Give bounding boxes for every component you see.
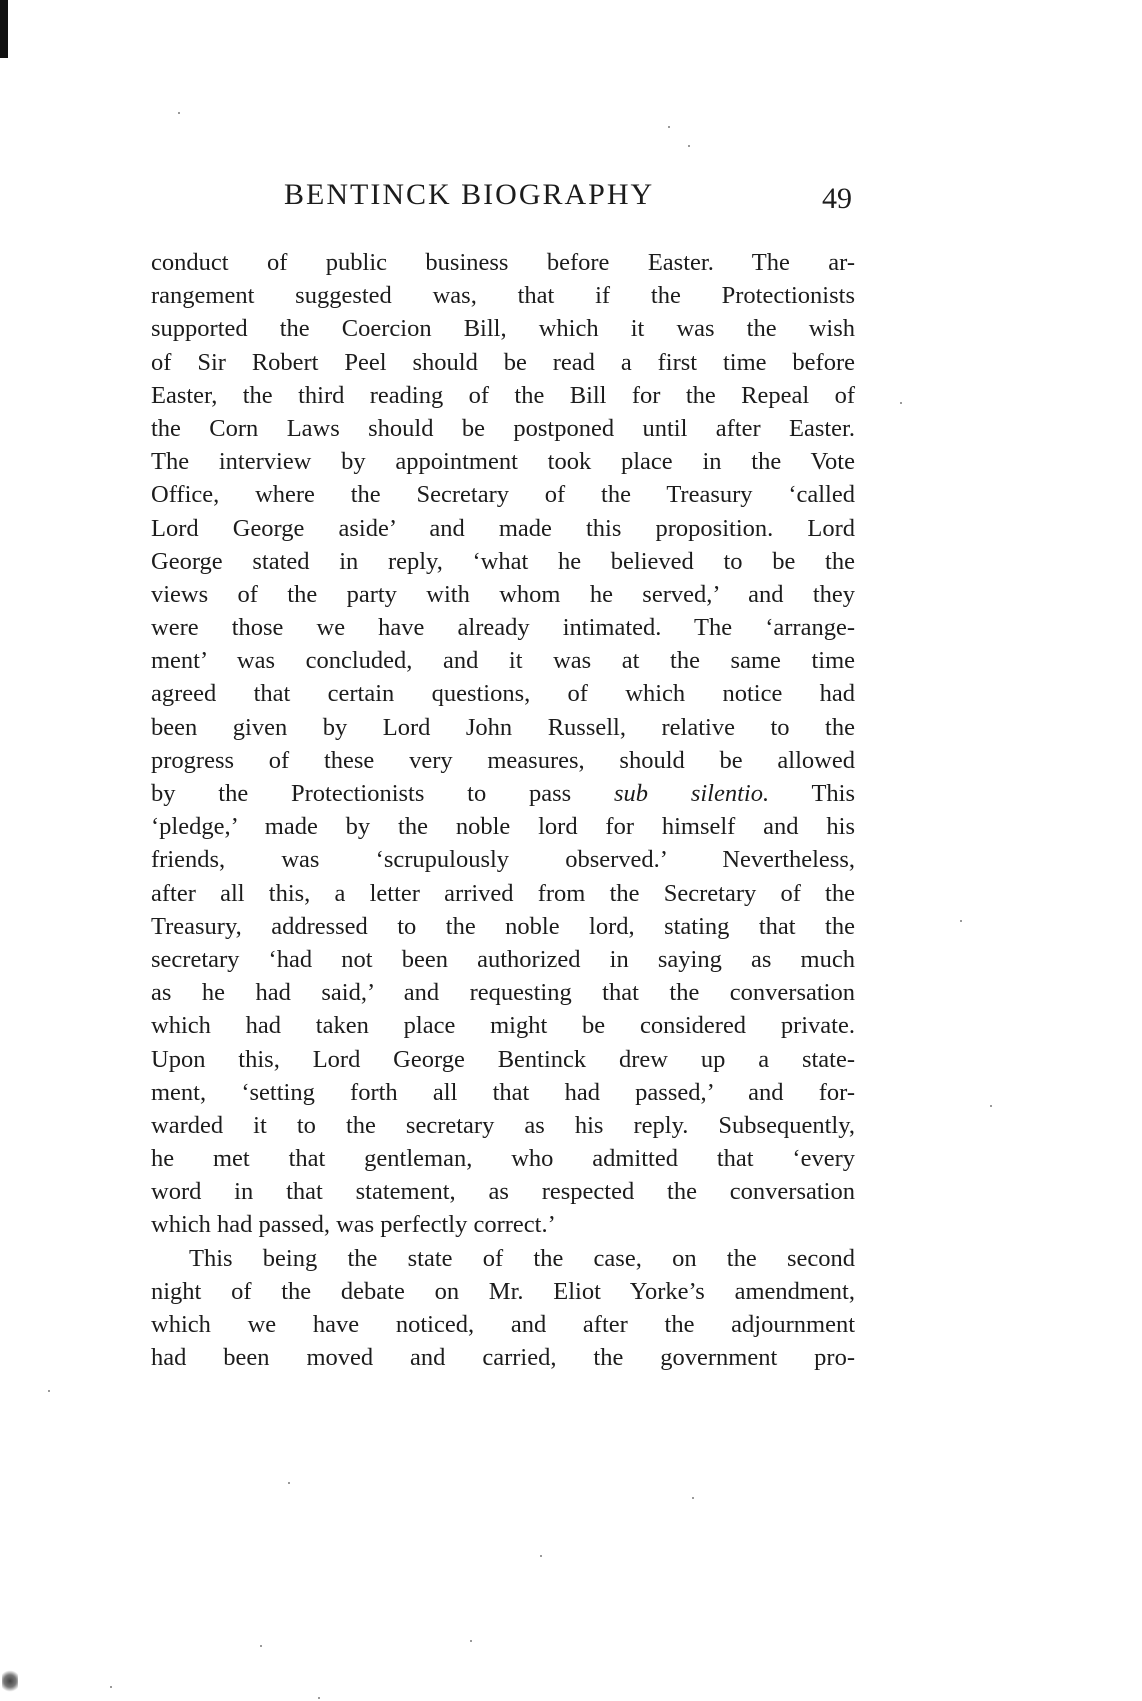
text-line: which we have noticed, and after the adjournment — [151, 1311, 855, 1338]
text-line: This being the state of the case, on the second — [189, 1244, 855, 1272]
scan-speck — [48, 1390, 50, 1392]
text-line: which had passed, was perfectly correct.’ — [151, 1211, 556, 1239]
text-line: after all this, a letter arrived from the Secretary of the — [151, 879, 855, 907]
scan-speck — [668, 126, 670, 128]
text-line: as he had said,’ and requesting that the conversation — [151, 979, 855, 1007]
text-line-with-italic — [151, 777, 855, 810]
scan-speck — [540, 1555, 542, 1557]
running-title: BENTINCK BIOGRAPHY — [284, 178, 655, 211]
text-line: the Corn Laws should be postponed until after Easter. — [151, 414, 855, 442]
italic-phrase: sub silentio. — [614, 780, 770, 807]
text-line: warded it to the secretary as his reply. Subsequently, — [151, 1111, 855, 1139]
scan-speck — [990, 1105, 992, 1107]
text-line: had been moved and carried, the government pro- — [151, 1344, 855, 1372]
text-line: secretary ‘had not been authorized in saying as much — [151, 945, 855, 973]
text-line: progress of these very measures, should be allowed — [151, 746, 855, 774]
text-line: Easter, the third reading of the Bill for the Repeal of — [151, 381, 855, 409]
line-text: This — [811, 780, 856, 807]
text-line: word in that statement, as respected the conversation — [151, 1178, 855, 1206]
text-line: The interview by appointment took place in the Vote — [151, 448, 855, 476]
text-line: he met that gentleman, who admitted that ‘every — [151, 1145, 855, 1173]
scan-speck — [960, 920, 962, 922]
scan-speck — [260, 1645, 262, 1647]
text-line: were those we have already intimated. The ‘arrange- — [151, 614, 855, 642]
page-number: 49 — [822, 182, 852, 215]
body-text — [151, 246, 855, 1374]
text-line: agreed that certain questions, of which notice had — [151, 680, 855, 708]
text-line: supported the Coercion Bill, which it was the wish — [151, 315, 855, 343]
scan-speck — [178, 112, 180, 114]
scan-speck — [318, 1697, 320, 1699]
line-text: by the Protectionists to pass — [151, 780, 572, 807]
text-line: views of the party with whom he served,’ and they — [151, 580, 855, 608]
text-line: ment’ was concluded, and it was at the same time — [151, 647, 855, 675]
text-line: Treasury, addressed to the noble lord, stating that the — [151, 912, 855, 940]
text-line: ment, ‘setting forth all that had passed,’ and for- — [151, 1078, 855, 1106]
text-line: of Sir Robert Peel should be read a first time before — [151, 348, 855, 376]
text-line: Upon this, Lord George Bentinck drew up a state- — [151, 1045, 855, 1073]
scan-speck — [288, 1482, 290, 1484]
text-line: friends, was ‘scrupulously observed.’ Nevertheless, — [151, 846, 855, 874]
text-line: night of the debate on Mr. Eliot Yorke’s amendment, — [151, 1277, 855, 1305]
scan-speck — [692, 1497, 694, 1499]
scan-speck — [110, 1686, 112, 1688]
scan-speck — [688, 145, 690, 147]
text-line: been given by Lord John Russell, relative to the — [151, 713, 855, 741]
corner-smudge — [2, 1668, 18, 1694]
scan-speck — [900, 402, 902, 404]
text-line: George stated in reply, ‘what he believed to be the — [151, 547, 855, 575]
scan-speck — [470, 1640, 472, 1642]
text-line: which had taken place might be considered private. — [151, 1012, 855, 1040]
running-head — [0, 178, 1142, 218]
text-line: conduct of public business before Easter. The ar- — [151, 249, 855, 276]
text-line: Office, where the Secretary of the Treasury ‘called — [151, 481, 855, 509]
page-edge-mark — [0, 0, 8, 58]
text-line: rangement suggested was, that if the Protectionists — [151, 282, 855, 310]
text-line: Lord George aside’ and made this proposition. Lord — [151, 514, 855, 542]
text-line: ‘pledge,’ made by the noble lord for himself and his — [151, 813, 855, 841]
